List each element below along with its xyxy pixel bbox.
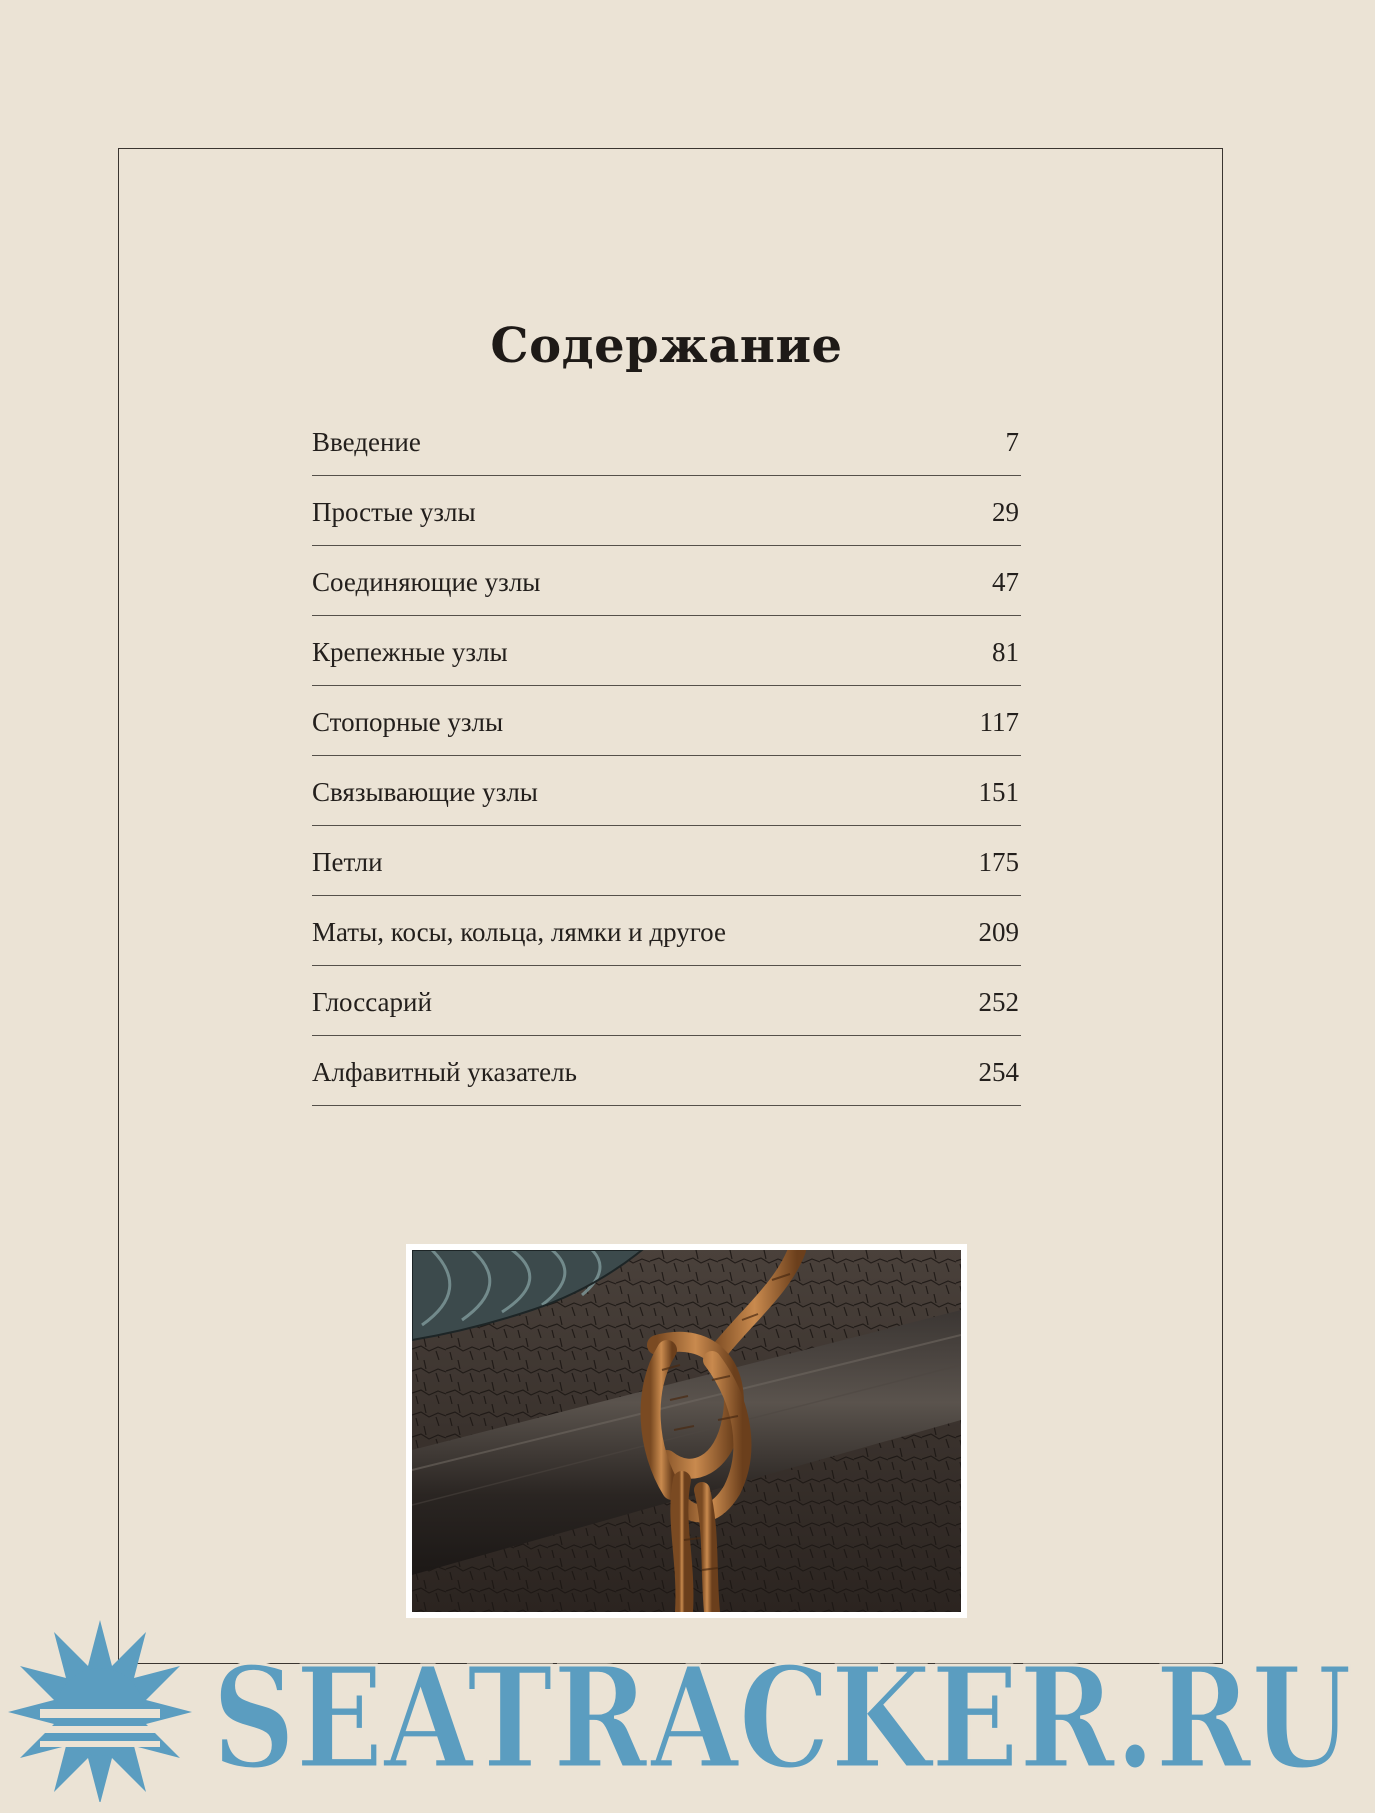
- toc-label: Крепежные узлы: [312, 637, 508, 667]
- toc-row[interactable]: [312, 476, 1021, 546]
- toc-page-number: 47: [992, 567, 1019, 597]
- toc-label: Соединяющие узлы: [312, 567, 541, 597]
- toc-page-number: 209: [978, 917, 1019, 947]
- toc-row[interactable]: [312, 406, 1021, 476]
- toc-label: Введение: [312, 427, 421, 457]
- toc-row[interactable]: [312, 546, 1021, 616]
- toc-page-number: 29: [992, 497, 1019, 527]
- toc-label: Связывающие узлы: [312, 777, 538, 807]
- watermark-text: SEATRACKER.RU: [212, 1637, 1352, 1801]
- toc-page-number: 254: [978, 1057, 1019, 1087]
- rope-knot-photo: [406, 1244, 967, 1618]
- toc-label: Глоссарий: [312, 987, 432, 1017]
- toc-label: Алфавитный указатель: [312, 1057, 577, 1087]
- toc-page-number: 117: [979, 707, 1019, 737]
- page-title: Содержание: [490, 318, 843, 374]
- toc-row[interactable]: [312, 616, 1021, 686]
- toc-page-number: 151: [978, 777, 1019, 807]
- seatracker-watermark: [0, 1612, 1375, 1802]
- toc-page-number: 81: [992, 637, 1019, 667]
- table-of-contents: [312, 406, 1021, 1106]
- toc-page-number: 252: [978, 987, 1019, 1017]
- toc-row[interactable]: [312, 756, 1021, 826]
- toc-label: Стопорные узлы: [312, 707, 504, 737]
- toc-row[interactable]: [312, 826, 1021, 896]
- rope-knot-image: [412, 1250, 961, 1612]
- toc-row[interactable]: [312, 1036, 1021, 1106]
- toc-page-number: 175: [978, 847, 1019, 877]
- sun-icon: [8, 1620, 192, 1802]
- toc-label: Простые узлы: [312, 497, 476, 527]
- toc-label: Петли: [312, 847, 383, 877]
- toc-row[interactable]: [312, 896, 1021, 966]
- toc-row[interactable]: [312, 966, 1021, 1036]
- toc-label: Маты, косы, кольца, лямки и другое: [312, 917, 726, 947]
- toc-page-number: 7: [1005, 427, 1019, 457]
- toc-row[interactable]: [312, 686, 1021, 756]
